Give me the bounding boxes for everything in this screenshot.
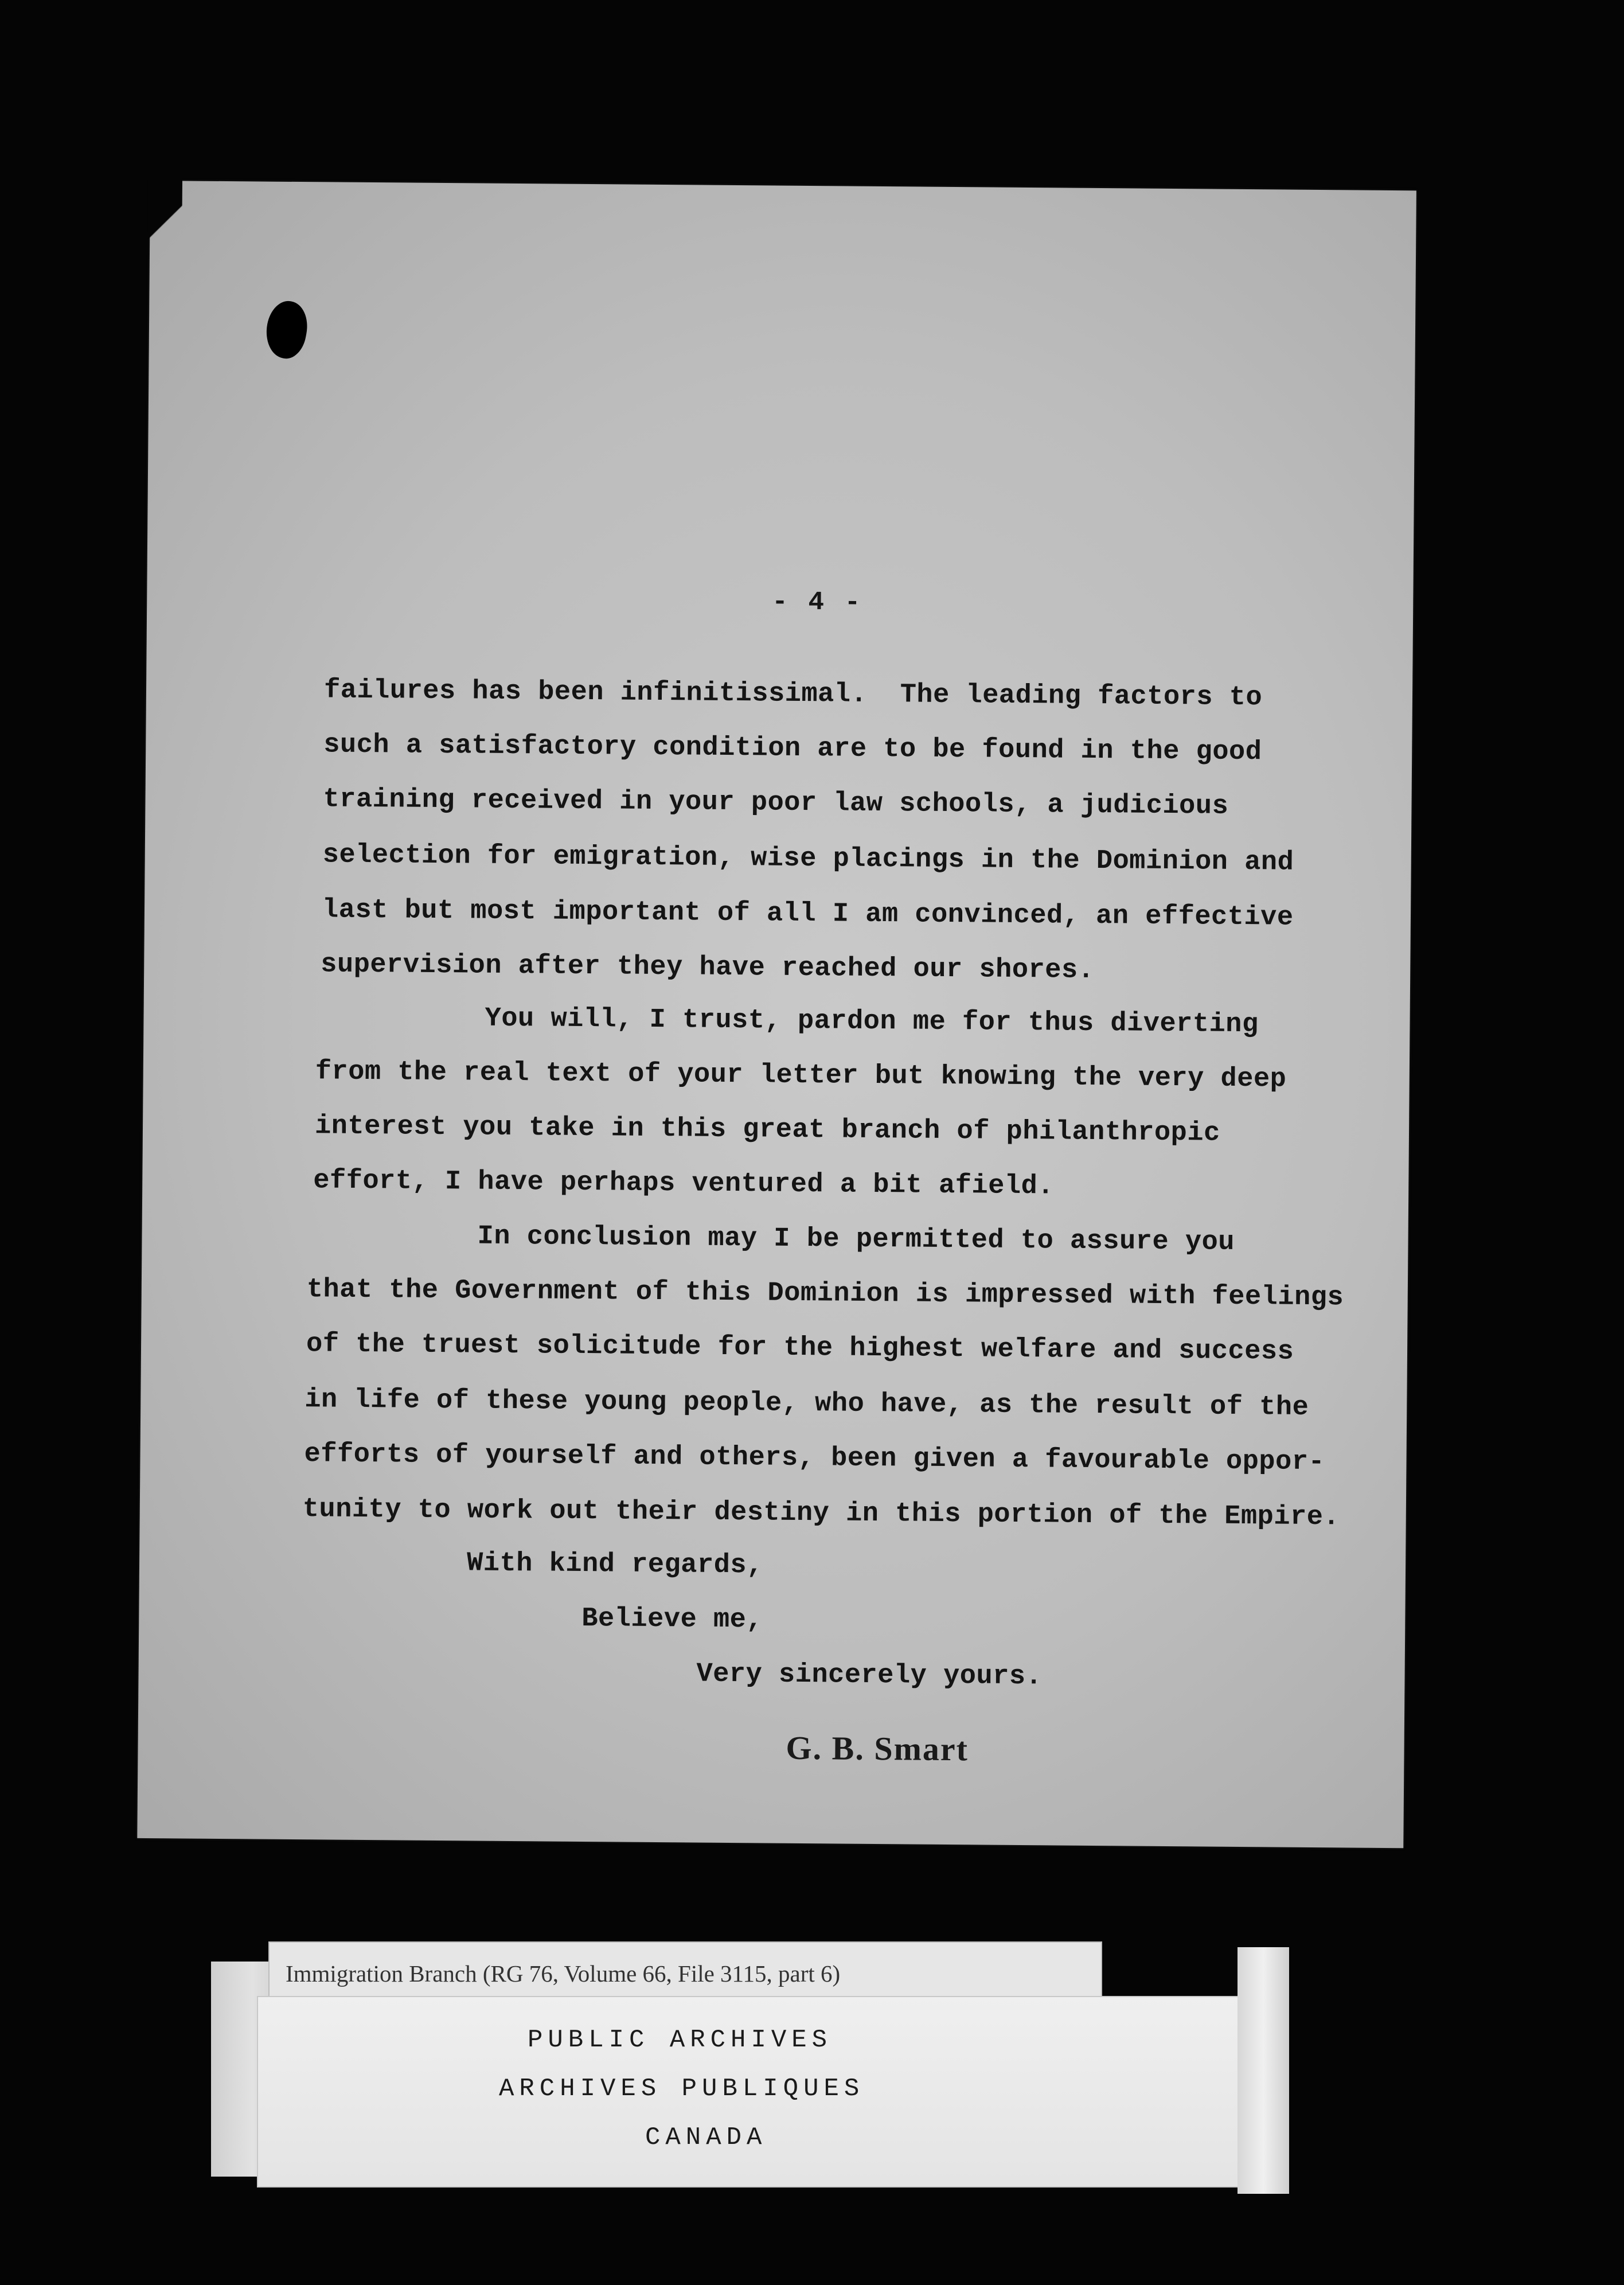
letter-line: In conclusion may I be permitted to assure you <box>313 1220 1235 1258</box>
letter-line: supervision after they have reached our shores. <box>321 949 1095 986</box>
page-number: - 4 - <box>772 587 863 618</box>
letter-line: training received in your poor law schools, a judicious <box>323 784 1229 822</box>
letter-line: tunity to work out their destiny in this portion of the Empire. <box>302 1494 1340 1533</box>
signature: G. B. Smart <box>786 1729 969 1768</box>
letter-line: of the truest solicitude for the highest welfare and success <box>306 1329 1294 1367</box>
letter-body <box>301 675 1408 1693</box>
letter-line: You will, I trust, pardon me for thus diverting <box>320 1002 1259 1040</box>
letter-line: from the real text of your letter but knowing the very deep <box>315 1056 1287 1095</box>
letter-line: failures has been infinitissimal. The leading factors to <box>323 675 1263 713</box>
stamp-line-english: PUBLIC ARCHIVES <box>528 2026 833 2054</box>
letter-line: that the Government of this Dominion is impressed with feelings <box>306 1274 1344 1313</box>
letter-line: With kind regards, <box>302 1547 764 1581</box>
stamp-line-french: ARCHIVES PUBLIQUES <box>499 2075 865 2103</box>
letter-line: Very sincerely yours. <box>301 1656 1043 1693</box>
letter-line: effort, I have perhaps ventured a bit afield. <box>313 1165 1055 1202</box>
letter-line: such a satisfactory condition are to be found in the good <box>323 730 1262 768</box>
punch-hole <box>261 298 311 361</box>
archive-reference: Immigration Branch (RG 76, Volume 66, File 3115, part 6) <box>286 1960 841 1987</box>
letter-line: efforts of yourself and others, been given a favourable oppor- <box>304 1439 1325 1478</box>
letter-line: in life of these young people, who have, as the result of the <box>304 1385 1309 1423</box>
letter-line: interest you take in this great branch of philanthropic <box>314 1111 1220 1149</box>
letter-line: Believe me, <box>302 1601 763 1636</box>
letter-line: last but most important of all I am convinced, an effective <box>322 895 1294 933</box>
letter-line: selection for emigration, wise placings in the Dominion and <box>322 840 1294 878</box>
label-right-edge <box>1237 1947 1289 2194</box>
stamp-line-country: CANADA <box>645 2123 767 2152</box>
letter-page <box>137 181 1416 1848</box>
archives-stamp <box>257 1996 1286 2187</box>
archive-label <box>211 1941 1283 2200</box>
